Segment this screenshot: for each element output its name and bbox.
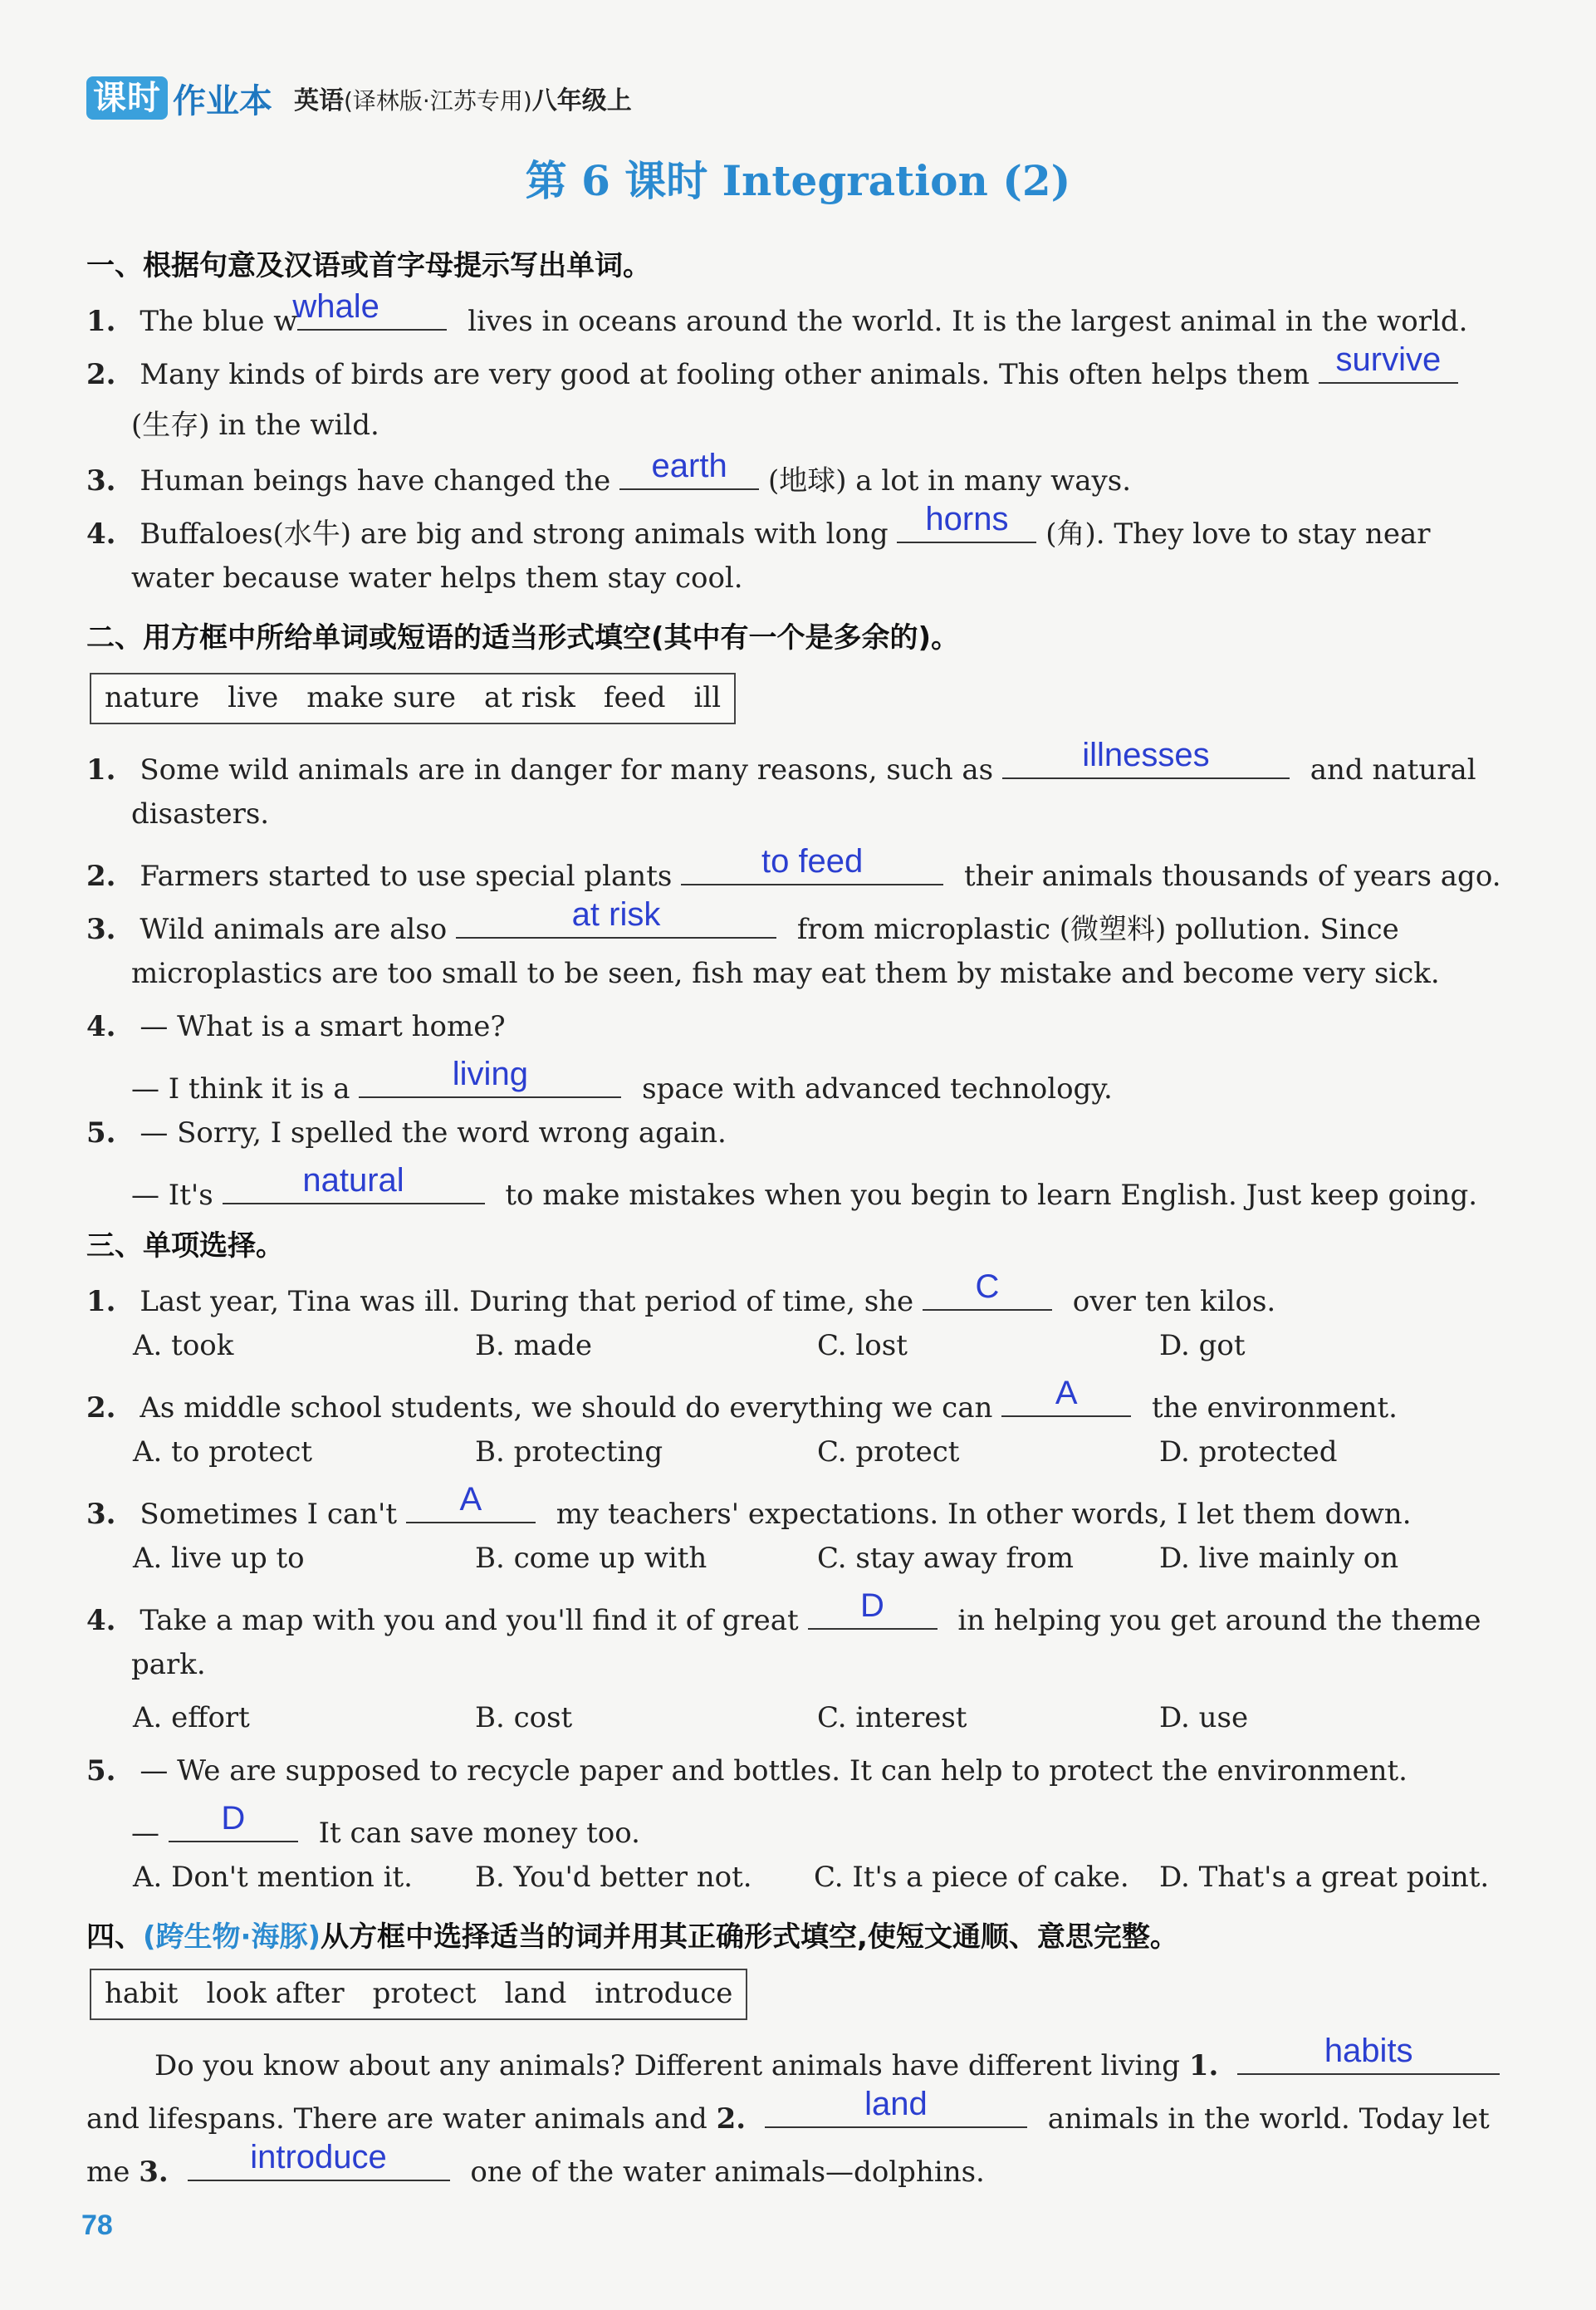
- s3-q2: [86, 1375, 1398, 1425]
- answer-blank[interactable]: [359, 1056, 621, 1098]
- answer-blank[interactable]: [223, 1162, 485, 1204]
- answer-blank[interactable]: [923, 1268, 1052, 1311]
- box-word: habit: [105, 1977, 179, 2010]
- question-text: Buffaloes(水牛) are big and strong animals with long: [140, 517, 889, 551]
- logo-mark: 课时: [86, 76, 168, 120]
- question-number: 2.: [86, 1391, 116, 1425]
- handwritten-answer: survive: [1335, 341, 1442, 378]
- box-word: introduce: [595, 1977, 733, 2010]
- answer-blank[interactable]: [765, 2086, 1027, 2128]
- question-text: (角). They love to stay near: [1045, 517, 1431, 551]
- question-text: to make mistakes when you begin to learn English. Just keep going.: [505, 1179, 1478, 1212]
- question-text: It can save money too.: [318, 1817, 640, 1850]
- question-number: 2.: [86, 358, 116, 391]
- passage-text: me: [86, 2156, 130, 2189]
- option-d[interactable]: D. live mainly on: [1159, 1542, 1399, 1575]
- handwritten-answer: habits: [1324, 2033, 1413, 2069]
- passage-line-2: [86, 2086, 1490, 2136]
- answer-blank[interactable]: [406, 1481, 536, 1523]
- s2-q1: [86, 737, 1476, 787]
- option-d[interactable]: D. protected: [1159, 1435, 1338, 1469]
- dialog-line: — What is a smart home?: [140, 1010, 506, 1043]
- book-subject: [294, 80, 632, 116]
- question-text: over ten kilos.: [1072, 1285, 1276, 1318]
- header: [86, 75, 632, 121]
- handwritten-answer: C: [975, 1268, 1000, 1305]
- question-number: 1.: [86, 753, 116, 787]
- question-text: As middle school students, we should do everything we can: [140, 1391, 993, 1425]
- option-c[interactable]: C. protect: [817, 1435, 960, 1469]
- question-number: 1.: [86, 1285, 116, 1318]
- heading-text: 从方框中选择适当的词并用其正确形式填空,使短文通顺、意思完整。: [321, 1920, 1178, 1954]
- option-a[interactable]: A. took: [133, 1329, 234, 1362]
- s3-q4: [86, 1587, 1481, 1637]
- heading-tag: (跨生物·海豚): [143, 1920, 321, 1954]
- box-word: land: [504, 1977, 567, 2010]
- question-text: space with advanced technology.: [642, 1072, 1113, 1106]
- answer-blank[interactable]: [681, 843, 943, 885]
- answer-blank[interactable]: [619, 448, 759, 490]
- s1-q2: [86, 341, 1458, 391]
- word-box-2: [90, 673, 736, 724]
- question-number: 1.: [86, 305, 116, 338]
- s1-q3: [86, 448, 1132, 498]
- s3-q3: [86, 1481, 1412, 1531]
- word-box-4: [90, 1969, 747, 2020]
- answer-blank[interactable]: [808, 1587, 938, 1630]
- box-word: ill: [693, 681, 722, 714]
- question-text: lives in oceans around the world. It is the largest animal in the world.: [468, 305, 1468, 338]
- option-c[interactable]: C. stay away from: [817, 1542, 1075, 1575]
- question-number: 3.: [86, 913, 116, 946]
- option-c[interactable]: C. interest: [817, 1701, 967, 1734]
- s1-q1: [86, 288, 1468, 338]
- page-number: 78: [81, 2209, 113, 2241]
- option-a[interactable]: A. live up to: [133, 1542, 305, 1575]
- answer-blank[interactable]: [1002, 737, 1290, 779]
- question-text: Many kinds of birds are very good at fooling other animals. This often helps them: [140, 358, 1310, 391]
- question-text: Last year, Tina was ill. During that period of time, she: [140, 1285, 914, 1318]
- logo-text: 作业本: [173, 81, 272, 120]
- s2-q5-b: [131, 1162, 1478, 1212]
- question-number: 4.: [86, 517, 116, 551]
- option-b[interactable]: B. You'd better not.: [475, 1861, 752, 1894]
- passage-text: Do you know about any animals? Different animals have different living: [154, 2049, 1181, 2082]
- box-word: live: [228, 681, 279, 714]
- dialog-line: — I think it is a: [131, 1072, 350, 1106]
- option-c[interactable]: C. It's a piece of cake.: [814, 1861, 1129, 1894]
- passage-line-3: [86, 2139, 985, 2189]
- question-number: 3.: [86, 1498, 116, 1531]
- answer-blank[interactable]: [897, 501, 1036, 543]
- handwritten-answer: to feed: [761, 843, 864, 880]
- passage-line-1: [154, 2033, 1500, 2082]
- s2-q5: [86, 1116, 727, 1150]
- handwritten-answer: A: [459, 1481, 482, 1518]
- handwritten-answer: earth: [651, 448, 727, 484]
- handwritten-answer: natural: [302, 1162, 404, 1199]
- box-word: nature: [105, 681, 200, 714]
- s2-q4-b: [131, 1056, 1113, 1106]
- question-number: 2.: [86, 860, 116, 893]
- blank-number: 3.: [139, 2156, 169, 2189]
- s3-q4-cont: park.: [131, 1648, 206, 1681]
- question-text: Wild animals are also: [140, 913, 448, 946]
- section-3-heading: 三、单项选择。: [86, 1229, 284, 1263]
- question-text: their animals thousands of years ago.: [963, 860, 1501, 893]
- handwritten-answer: illnesses: [1082, 737, 1210, 773]
- answer-blank[interactable]: [169, 1800, 298, 1842]
- dialog-line: — Sorry, I spelled the word wrong again.: [140, 1116, 727, 1150]
- answer-blank[interactable]: [292, 288, 447, 331]
- passage-text: and lifespans. There are water animals and: [86, 2102, 707, 2136]
- passage-text: one of the water animals—dolphins.: [470, 2156, 985, 2189]
- answer-blank[interactable]: [188, 2139, 450, 2181]
- question-number: 4.: [86, 1010, 116, 1043]
- answer-blank[interactable]: [1319, 341, 1458, 384]
- handwritten-answer: A: [1055, 1375, 1078, 1411]
- heading-number: 四、: [86, 1920, 143, 1954]
- edition: (译林版·江苏专用): [344, 87, 532, 115]
- s3-q1: [86, 1268, 1276, 1318]
- question-text: Human beings have changed the: [140, 464, 611, 498]
- subject: 英语: [294, 86, 344, 115]
- box-word: feed: [603, 681, 666, 714]
- s1-q4-cont: water because water helps them stay cool.: [131, 562, 743, 595]
- question-text: (地球) a lot in many ways.: [767, 464, 1132, 498]
- question-text: the environment.: [1152, 1391, 1398, 1425]
- option-c[interactable]: C. lost: [817, 1329, 908, 1362]
- s3-q5-b: [131, 1800, 640, 1850]
- dialog-line: — It's: [131, 1179, 213, 1212]
- option-b[interactable]: B. protecting: [475, 1435, 663, 1469]
- answer-blank[interactable]: [456, 896, 776, 939]
- blank-number: 2.: [716, 2102, 747, 2136]
- option-a[interactable]: A. Don't mention it.: [133, 1861, 413, 1894]
- section-1-heading: 一、根据句意及汉语或首字母提示写出单词。: [86, 249, 651, 282]
- question-text: from microplastic (微塑料) pollution. Since: [796, 913, 1399, 946]
- section-2-heading: 二、用方框中所给单词或短语的适当形式填空(其中有一个是多余的)。: [86, 621, 960, 655]
- question-text: in helping you get around the theme: [957, 1604, 1481, 1637]
- option-b[interactable]: B. made: [475, 1329, 592, 1362]
- box-word: at risk: [483, 681, 575, 714]
- question-text: and natural: [1310, 753, 1476, 787]
- handwritten-answer: horns: [925, 501, 1009, 537]
- question-text: my teachers' expectations. In other words, I let them down.: [556, 1498, 1412, 1531]
- question-text: Some wild animals are in danger for many reasons, such as: [140, 753, 994, 787]
- handwritten-answer: D: [221, 1800, 246, 1837]
- question-text: Take a map with you and you'll find it of great: [140, 1604, 799, 1637]
- passage-text: animals in the world. Today let: [1047, 2102, 1490, 2136]
- question-number: 5.: [86, 1116, 116, 1150]
- question-number: 4.: [86, 1604, 116, 1637]
- answer-blank[interactable]: [1237, 2033, 1500, 2075]
- grade: 八年级上: [531, 86, 632, 115]
- box-word: look after: [206, 1977, 345, 2010]
- s2-q2: [86, 843, 1501, 893]
- dialog-line: — We are supposed to recycle paper and bottles. It can help to protect the environment.: [140, 1754, 1408, 1788]
- page-title: 第 6 课时 Integration (2): [525, 156, 1071, 205]
- s1-q2-cont: (生存) in the wild.: [131, 409, 379, 442]
- question-text: Sometimes I can't: [140, 1498, 398, 1531]
- option-d[interactable]: D. got: [1159, 1329, 1246, 1362]
- question-text: The blue w: [140, 305, 298, 338]
- option-b[interactable]: B. cost: [475, 1701, 573, 1734]
- option-b[interactable]: B. come up with: [475, 1542, 707, 1575]
- s3-q5: [86, 1754, 1408, 1788]
- handwritten-answer: land: [864, 2086, 928, 2122]
- box-word: make sure: [306, 681, 456, 714]
- option-a[interactable]: A. effort: [133, 1701, 250, 1734]
- dialog-line: —: [131, 1817, 159, 1850]
- handwritten-answer: at risk: [571, 896, 661, 933]
- handwritten-answer: whale: [292, 288, 379, 325]
- s2-q1-cont: disasters.: [131, 797, 270, 831]
- section-4-heading: [86, 1914, 1178, 1954]
- s1-q4: [86, 501, 1431, 552]
- question-number: 3.: [86, 464, 116, 498]
- option-a[interactable]: A. to protect: [133, 1435, 313, 1469]
- s2-q3-cont: microplastics are too small to be seen, fish may eat them by mistake and become very sick.: [131, 957, 1440, 990]
- handwritten-answer: D: [860, 1587, 884, 1624]
- handwritten-answer: introduce: [250, 2139, 387, 2175]
- answer-blank[interactable]: [1001, 1375, 1131, 1417]
- question-number: 5.: [86, 1754, 116, 1788]
- blank-number: 1.: [1188, 2049, 1219, 2082]
- box-word: protect: [372, 1977, 477, 2010]
- option-d[interactable]: D. That's a great point.: [1159, 1861, 1490, 1894]
- s2-q3: [86, 896, 1399, 947]
- s2-q4: [86, 1010, 506, 1043]
- option-d[interactable]: D. use: [1159, 1701, 1249, 1734]
- handwritten-answer: living: [452, 1056, 528, 1092]
- question-text: Farmers started to use special plants: [140, 860, 673, 893]
